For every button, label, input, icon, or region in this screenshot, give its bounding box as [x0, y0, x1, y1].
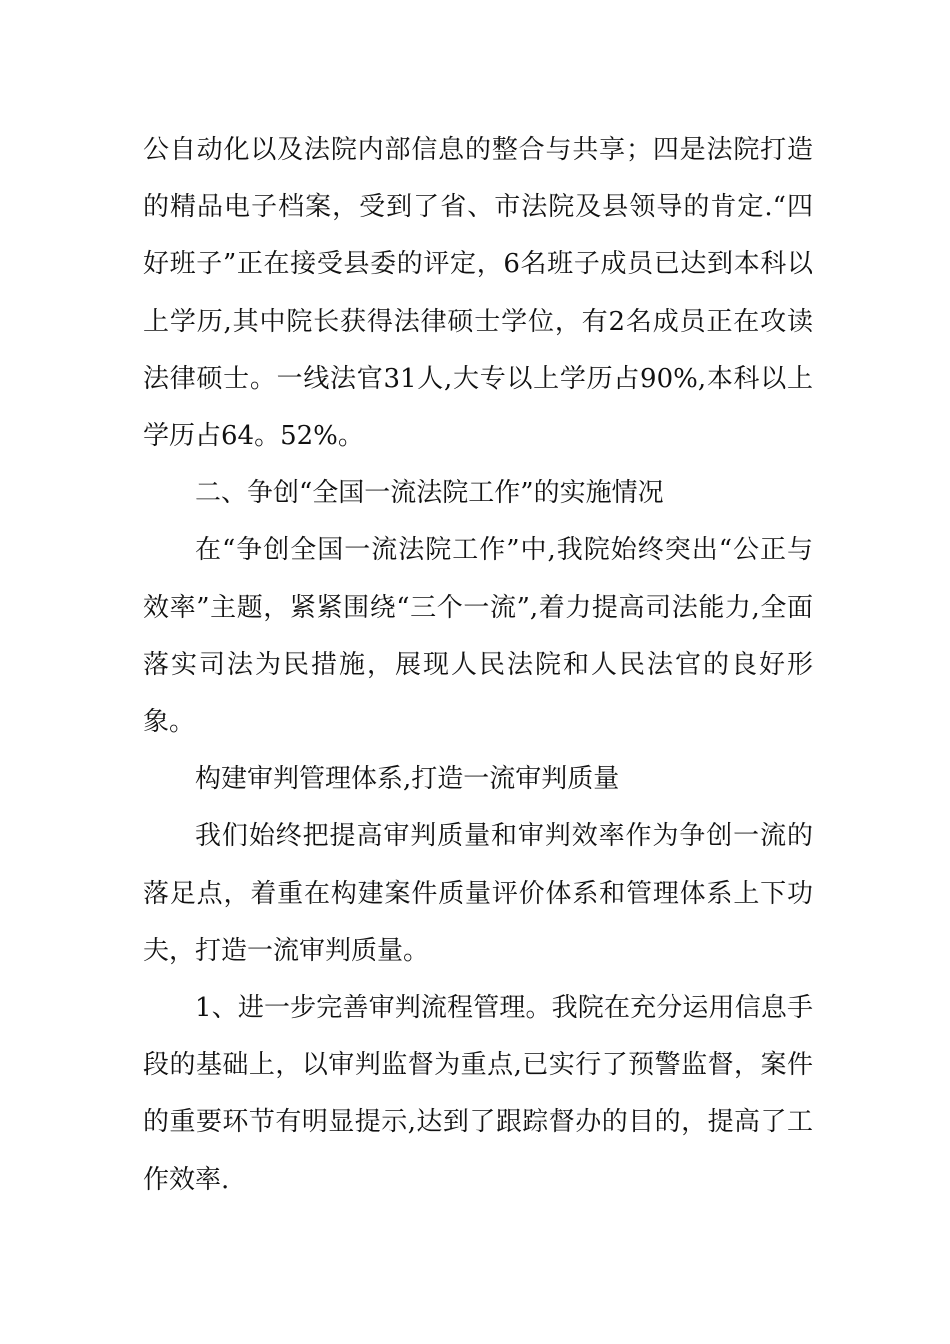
document-body	[143, 122, 813, 1209]
paragraph: 1、进一步完善审判流程管理。我院在充分运用信息手段的基础上，以审判监督为重点,已实行了预警监督，案件的重要环节有明显提示,达到了跟踪督办的目的，提高了工作效率.	[143, 993, 813, 1195]
paragraph: 在“争创全国一流法院工作”中,我院始终突出“公正与效率”主题，紧紧围绕“三个一流”,着力提高司法能力,全面落实司法为民措施，展现人民法院和人民法官的良好形象。	[143, 535, 813, 738]
subsection-heading: 构建审判管理体系,打造一流审判质量	[195, 764, 620, 795]
section-heading: 二、争创“全国一流法院工作”的实施情况	[195, 478, 664, 509]
paragraph-continuation: 公自动化以及法院内部信息的整合与共享；四是法院打造的精品电子档案，受到了省、市法院及县领导的肯定.“四好班子”正在接受县委的评定，6名班子成员已达到本科以上学历,其中院长获得法律硕士学位，有2名成员正在攻读法律硕士。一线法官31人,大专以上学历占90%,本科以上学历占64。52%。	[143, 135, 813, 452]
paragraph: 我们始终把提高审判质量和审判效率作为争创一流的落足点，着重在构建案件质量评价体系和管理体系上下功夫，打造一流审判质量。	[143, 821, 813, 966]
